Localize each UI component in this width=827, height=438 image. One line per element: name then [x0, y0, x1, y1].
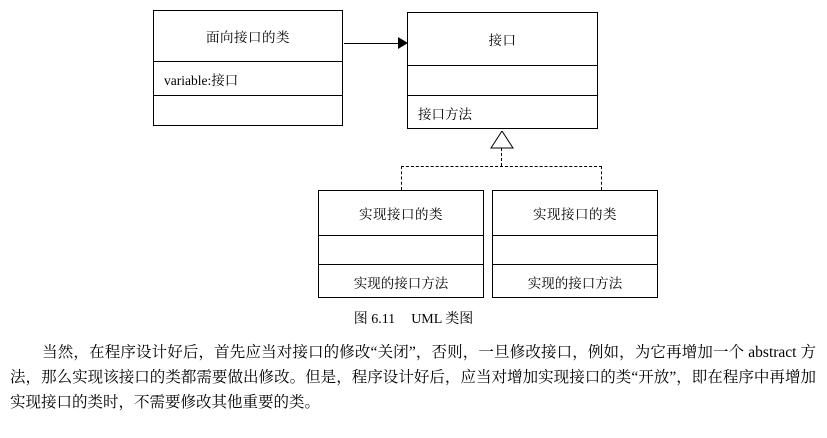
realization-triangle-icon [490, 131, 514, 149]
uml-class-impl-left-operations: 实现的接口方法 [319, 264, 483, 299]
uml-class-client-attributes: variable:接口 [154, 61, 342, 95]
realization-stem [501, 148, 502, 166]
uml-class-impl-right-attributes [493, 235, 657, 264]
body-paragraph-text: 当然，在程序设计好后，首先应当对接口的修改“关闭”，否则，一旦修改接口，例如，为它再增加一个 abstract 方法，那么实现该接口的类都需要做出修改。但是，程序设计好后，应当对增加实现接口的类“开放”，即在程序中再增加实现接口的类时，不需要修改其他重要的类。 [10, 344, 816, 411]
uml-class-impl-left-title: 实现接口的类 [359, 207, 443, 222]
uml-class-impl-left [318, 190, 484, 298]
figure-title: UML 类图 [411, 312, 474, 327]
uml-interface-title: 接口 [488, 33, 517, 48]
uml-class-impl-left-attributes [319, 235, 483, 264]
figure-number: 图 6.11 [353, 312, 396, 327]
uml-class-client-operations [154, 95, 342, 127]
body-paragraph [10, 340, 816, 415]
realization-drop-right [601, 166, 602, 190]
realization-bus [401, 166, 602, 167]
figure-caption [0, 308, 827, 328]
uml-interface [407, 12, 598, 129]
uml-class-impl-right-title: 实现接口的类 [533, 207, 617, 222]
realization-drop-left [401, 166, 402, 190]
uml-class-client-title: 面向接口的类 [206, 30, 290, 45]
uml-class-client [153, 10, 343, 126]
association-line [344, 43, 400, 44]
uml-interface-attributes [408, 65, 597, 95]
uml-class-impl-right [492, 190, 658, 298]
uml-class-impl-right-operations: 实现的接口方法 [493, 264, 657, 299]
uml-interface-operations: 接口方法 [408, 95, 597, 130]
